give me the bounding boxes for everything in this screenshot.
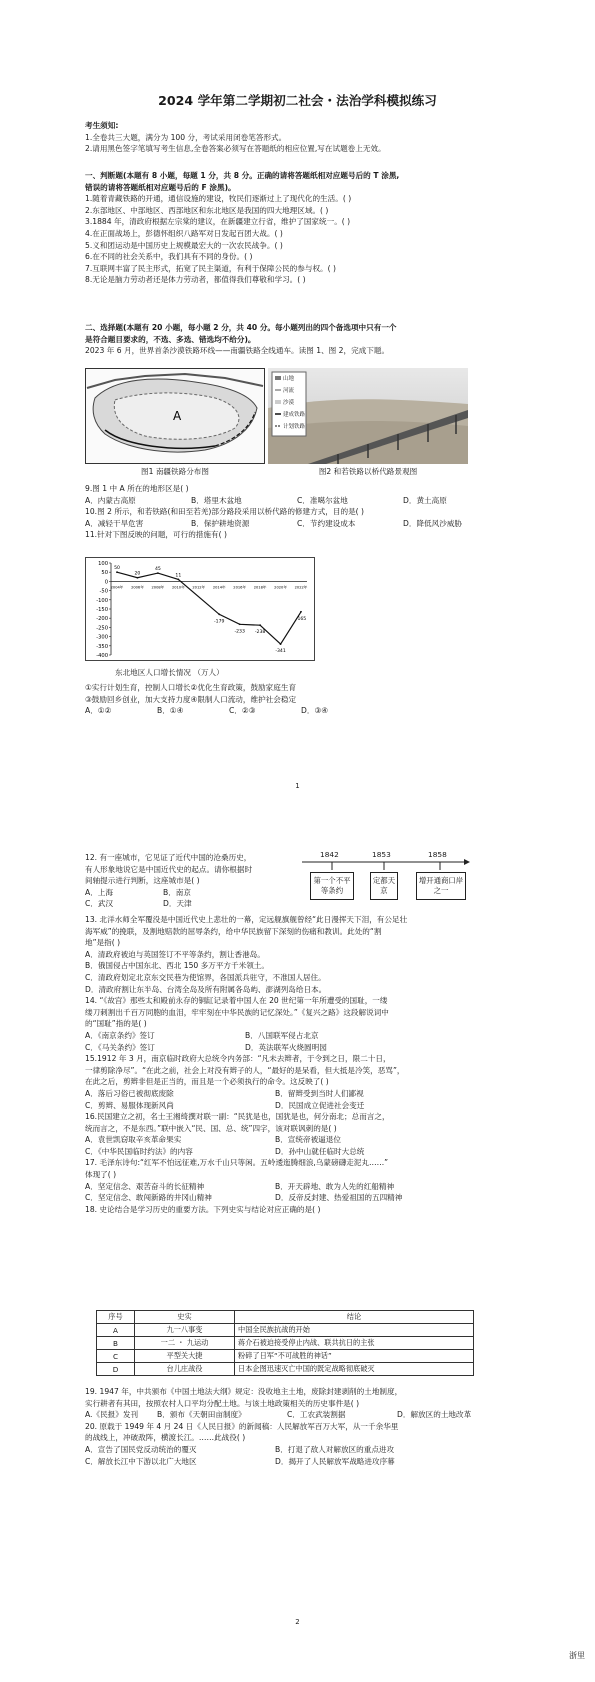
q19-options bbox=[85, 1409, 510, 1421]
q20-line: 20. 原载于 1949 年 4 月 24 日《人民日报》的新闻稿：人民解放军百万大军，从一千余华里 bbox=[85, 1421, 399, 1431]
table-cell: 一二 ・ 九运动 bbox=[135, 1337, 235, 1350]
q16-options bbox=[85, 1134, 510, 1146]
x-tick-label: 2020年 bbox=[274, 585, 287, 590]
x-tick-label: 2004年 bbox=[110, 585, 124, 590]
option: A．袁世凯窃取辛亥革命果实 bbox=[85, 1135, 182, 1145]
data-label: 20 bbox=[134, 571, 141, 577]
option: A．《南京条约》签订 bbox=[85, 1030, 155, 1040]
q17-options bbox=[85, 1181, 510, 1193]
corner-watermark: 浙里 bbox=[569, 1651, 585, 1660]
judgement-item: 6.在不同的社会关系中，我们具有不同的身份。( ) bbox=[85, 252, 253, 262]
timeline bbox=[300, 848, 470, 912]
data-point bbox=[116, 571, 118, 573]
option: B．南京 bbox=[163, 887, 191, 897]
q15-line: 在此之后，剪辫非但是正当的，而且是一个必须执行的命令。这反映了( ) bbox=[85, 1077, 329, 1087]
y-tick-label: 100 bbox=[98, 561, 108, 567]
option: D．天津 bbox=[163, 899, 192, 909]
q14-options bbox=[85, 1042, 510, 1054]
q15-options bbox=[85, 1100, 510, 1112]
q16-options bbox=[85, 1146, 510, 1158]
table-row bbox=[97, 1324, 474, 1337]
section-heading: 二、选择题(本题有 20 小题，每小题 2 分，共 40 分。每小题列出的四个备选项中只有一个 bbox=[85, 323, 397, 332]
data-label: -179 bbox=[214, 619, 225, 625]
q20-options bbox=[85, 1444, 510, 1456]
table-cell: 台儿庄战役 bbox=[135, 1363, 235, 1376]
option: C．解放长江中下游以北广大地区 bbox=[85, 1456, 197, 1466]
option: D．降低风沙威胁 bbox=[403, 518, 463, 528]
year-1842: 1842 bbox=[320, 850, 339, 859]
q11-choices-1: ①实行计划生育，控制人口增长②优化生育政策，鼓励家庭生育 bbox=[85, 683, 297, 692]
figure-1-caption: 图1 南疆铁路分布图 bbox=[141, 467, 209, 476]
option: B．①④ bbox=[157, 706, 184, 716]
data-point bbox=[218, 613, 220, 615]
option: B．颁布《天朝田亩制度》 bbox=[157, 1410, 246, 1420]
y-tick-label: -400 bbox=[96, 653, 108, 659]
option: D．解放区的土地改革 bbox=[397, 1410, 472, 1420]
questions-9-11 bbox=[85, 483, 510, 541]
x-tick-label: 2010年 bbox=[171, 585, 185, 590]
q16-line: 16.民国建立之初，名士王湘绮撰对联一副：“民犹是也，国犹是也，何分南北；总而言之， bbox=[85, 1112, 390, 1122]
option: D．孙中山就任临时大总统 bbox=[275, 1146, 365, 1156]
judgement-item: 4.在正面战场上，彭德怀组织八路军对日发起百团大战。( ) bbox=[85, 228, 283, 238]
option: C．节约建设成本 bbox=[297, 518, 356, 528]
q17-line: 17. 毛泽东诗句:“红军不怕远征难,万水千山只等闲。五岭逶迤腾细浪,乌蒙磅礴走泥丸……” bbox=[85, 1158, 389, 1168]
table-cell: 平型关大捷 bbox=[135, 1350, 235, 1363]
timeline-box-port: 增开通商口岸之一 bbox=[416, 872, 466, 900]
option: B．塔里木盆地 bbox=[191, 495, 242, 505]
q12-line: 12. 有一座城市，它见证了近代中国的沧桑历史， bbox=[85, 853, 252, 862]
q15-line: 一律剪除净尽”。“在此之前，社会上对没有辫子的人，“最好的是呆看，但大抵是冷笑，恶骂”， bbox=[85, 1065, 405, 1075]
data-label: 11 bbox=[175, 573, 182, 579]
data-point bbox=[280, 643, 282, 645]
figure-2-caption: 图2 和若铁路以桥代路景观图 bbox=[318, 467, 418, 476]
data-label: -165 bbox=[295, 616, 307, 622]
option: B．留辫受到当时人们鄙视 bbox=[275, 1088, 364, 1098]
question-11: 11.针对下图反映的问题，可行的措施有( ) bbox=[85, 530, 227, 540]
q12-options bbox=[85, 898, 305, 910]
data-label: 50 bbox=[114, 566, 120, 572]
question-intro: 2023 年 6 月，世界首条沙漠铁路环线——南疆铁路全线通车。读图 1、图 2，完成下题。 bbox=[85, 346, 390, 356]
table-cell: C bbox=[97, 1350, 135, 1363]
region-a-label: A bbox=[173, 409, 182, 423]
table-row bbox=[97, 1350, 474, 1363]
option: C．准噶尔盆地 bbox=[297, 495, 348, 505]
judgement-item: 7.互联网丰富了民主形式，拓宽了民主渠道，有利于保障公民的参与权。( ) bbox=[85, 263, 336, 273]
population-chart-svg bbox=[85, 557, 315, 661]
q15-line: 15.1912 年 3 月，南京临时政府大总统令内务部：“凡未去辫者，于令到之日，限二十日， bbox=[85, 1054, 391, 1064]
y-tick-label: -100 bbox=[96, 597, 108, 604]
timeline-box-treaty: 第一个不平等条约 bbox=[310, 872, 354, 900]
y-tick-label: -300 bbox=[96, 634, 108, 641]
q14-line: 14. “《故宫》那些太和殿前永存的铜缸记录着中国人在 20 世纪第一年所遭受的国耻，一缕 bbox=[85, 996, 388, 1006]
option: C．《马关条约》签订 bbox=[85, 1042, 155, 1052]
q12-line: 有人形象地说它是中国近代史的起点。请你根据时 bbox=[85, 864, 253, 874]
section-heading: 是符合题目要求的，不选、多选、错选均不给分)。 bbox=[85, 334, 256, 344]
table-row bbox=[97, 1363, 474, 1376]
exam-notice bbox=[85, 120, 510, 155]
x-tick-label: 2016年 bbox=[233, 585, 247, 590]
option: D．清政府割让东半岛、台湾全岛及所有附属各岛屿、澎湖列岛给日本。 bbox=[85, 984, 327, 994]
page-number: 1 bbox=[295, 782, 300, 790]
option: A．落后习俗已被彻底废除 bbox=[85, 1088, 174, 1098]
q18-line: 18. 史论结合是学习历史的重要方法。下列史实与结论对应正确的是( ) bbox=[85, 1204, 321, 1214]
table-header: 结论 bbox=[235, 1311, 474, 1324]
table-header-row bbox=[97, 1311, 474, 1324]
x-tick-label: 2008年 bbox=[151, 585, 165, 590]
data-point bbox=[157, 572, 159, 574]
q14-line: 缕刀刺割出千百万同胞的血泪，牢牢刻在中华民族的记忆深处。”《复兴之路》这段解说词中 bbox=[85, 1007, 389, 1017]
option: B．开天辟地、敢为人先的红船精神 bbox=[275, 1181, 395, 1191]
y-tick-label: -150 bbox=[96, 607, 108, 613]
table-cell: 蒋介石被迫接受停止内战、联共抗日的主张 bbox=[235, 1337, 474, 1350]
option: A．上海 bbox=[85, 887, 113, 897]
option: C．《中华民国临时约法》的内容 bbox=[85, 1146, 193, 1156]
option: A．清政府被迫与英国签订不平等条约，割让香港岛。 bbox=[85, 949, 265, 959]
question-12 bbox=[85, 852, 305, 910]
questions-19-20 bbox=[85, 1386, 510, 1467]
question-10: 10.图 2 所示，和若铁路(和田至若羌)部分路段采用以桥代路的修建方式，目的是( ) bbox=[85, 507, 364, 517]
q16-line: 统而言之，不是东西。”联中嵌入“民、国、总、统”四字，该对联讽刺的是( ) bbox=[85, 1123, 337, 1133]
option: A．内蒙古高原 bbox=[85, 495, 136, 505]
table-cell: 中国全民族抗战的开始 bbox=[235, 1324, 474, 1337]
option: A．①② bbox=[85, 706, 112, 716]
x-tick-label: 2014年 bbox=[212, 585, 226, 590]
table-cell: A bbox=[97, 1324, 135, 1337]
question-11-options bbox=[85, 682, 510, 717]
table-cell: 日本企图迅速灭亡中国的既定战略彻底破灭 bbox=[235, 1363, 474, 1376]
data-point bbox=[177, 578, 179, 580]
page-2 bbox=[0, 850, 595, 1682]
option: C．工农武装割据 bbox=[287, 1410, 346, 1420]
legend-river: 河流 bbox=[283, 388, 295, 394]
notice-line: 1.全卷共三大题，满分为 100 分，考试采用闭卷笔答形式。 bbox=[85, 132, 287, 142]
q14-line: 的“国耻”指的是( ) bbox=[85, 1019, 147, 1029]
y-tick-label: -200 bbox=[96, 616, 108, 623]
question-10-options bbox=[85, 518, 510, 530]
option: B．宣统帝被逼退位 bbox=[275, 1135, 341, 1145]
option: D．民国成立促进社会变迁 bbox=[275, 1100, 365, 1110]
x-tick-label: 2012年 bbox=[192, 585, 206, 590]
q19-line: 19. 1947 年，中共颁布《中国土地法大纲》规定：没收地主土地，废除封建剥削的土地制度， bbox=[85, 1387, 403, 1396]
legend-desert: 沙漠 bbox=[283, 400, 295, 406]
judgement-item: 2.东部地区、中部地区、西部地区和东北地区是我国的四大地理区域。( ) bbox=[85, 205, 329, 215]
option: A.《民报》发刊 bbox=[85, 1410, 139, 1420]
q14-options bbox=[85, 1030, 510, 1042]
option: C．武汉 bbox=[85, 899, 114, 909]
chart-caption: 东北地区人口增长情况 （万人） bbox=[115, 668, 224, 677]
y-tick-label: 0 bbox=[104, 579, 108, 586]
data-label: -341 bbox=[275, 649, 286, 655]
question-9: 9.图 1 中 A 所在的地形区是( ) bbox=[85, 484, 189, 493]
q18-table bbox=[96, 1310, 474, 1376]
table-header: 史实 bbox=[135, 1311, 235, 1324]
judgement-item: 3.1884 年，清政府根据左宗棠的建议，在新疆建立行省，维护了国家统一。( ) bbox=[85, 217, 351, 227]
south-xinjiang-railway-map bbox=[85, 368, 265, 464]
q11-options bbox=[85, 705, 510, 717]
y-tick-label: 50 bbox=[101, 570, 108, 577]
legend-built-railway: 建成铁路 bbox=[283, 412, 306, 418]
q15-options bbox=[85, 1088, 510, 1100]
x-tick-label: 2018年 bbox=[253, 585, 267, 590]
judgement-item: 1.随着青藏铁路的开通，通信设施的建设，牧民们逐渐过上了现代化的生活。( ) bbox=[85, 194, 352, 204]
table-row bbox=[97, 1337, 474, 1350]
option: C．清政府划定北京东交民巷为使馆界，各国派兵驻守，不准国人居住。 bbox=[85, 972, 326, 982]
option: C．②③ bbox=[229, 706, 256, 716]
data-label: -238 bbox=[254, 630, 266, 636]
data-label: -233 bbox=[234, 629, 245, 635]
option: B．八国联军侵占北京 bbox=[245, 1030, 319, 1040]
bridge-railway-photo bbox=[268, 368, 468, 464]
year-1853: 1853 bbox=[372, 850, 391, 859]
x-tick-label: 2006年 bbox=[131, 585, 144, 590]
option: D．反帝反封建、热爱祖国的五四精神 bbox=[275, 1193, 403, 1203]
judgement-item: 8.无论是脑力劳动者还是体力劳动者，都值得我们尊敬和学习。( ) bbox=[85, 275, 306, 285]
population-growth-chart bbox=[85, 557, 315, 672]
q17-options bbox=[85, 1192, 510, 1204]
option: A．宣告了国民党反动统治的覆灭 bbox=[85, 1444, 197, 1454]
page-1 bbox=[0, 0, 595, 820]
y-tick-label: -350 bbox=[96, 643, 108, 650]
q13-line: 海军威”的挽联，及割地赔款的屈辱条约，给中华民族留下深刻的伤痛和教训。此处的“割 bbox=[85, 926, 382, 936]
table-cell: 粉碎了日军“不可战胜的神话” bbox=[235, 1350, 474, 1363]
page-number: 2 bbox=[295, 1618, 300, 1626]
option: D．揭开了人民解放军战略进攻序幕 bbox=[275, 1456, 395, 1466]
q11-choices-2: ③鼓励回乡创业，加大支持力度④限制人口流动，维护社会稳定 bbox=[85, 694, 297, 704]
timeline-box-capital: 定都天京 bbox=[370, 872, 398, 900]
q12-options bbox=[85, 887, 305, 899]
option: A．减轻干旱危害 bbox=[85, 518, 144, 528]
question-9-options bbox=[85, 495, 510, 507]
option: D．英法联军火烧圆明园 bbox=[245, 1042, 327, 1052]
questions-13-17 bbox=[85, 914, 510, 1215]
data-label: 45 bbox=[154, 567, 161, 573]
chart-caption-wrap bbox=[115, 667, 540, 679]
section-judgement bbox=[85, 170, 510, 286]
q20-options bbox=[85, 1456, 510, 1468]
option: B．俄国侵占中国东北、西北 150 多万平方千米领土。 bbox=[85, 961, 269, 971]
option: B．打退了敌人对解放区的重点进攻 bbox=[275, 1444, 395, 1454]
q13-line: 13. 北洋水师全军覆没是中国近代史上悲壮的一幕，定远舰旗舰曾经“此日漫挥天下泪，有公足壮 bbox=[85, 915, 408, 924]
x-tick-label: 2022年 bbox=[294, 585, 308, 590]
q13-line: 地”是指( ) bbox=[85, 938, 121, 948]
figure-2-photo bbox=[268, 368, 468, 478]
judgement-item: 5.义和团运动是中国历史上规模最宏大的一次农民战争。( ) bbox=[85, 240, 283, 250]
q20-line: 的战线上，冲破敌阵，横渡长江。……此战役( ) bbox=[85, 1433, 246, 1443]
figure-1-map bbox=[85, 368, 265, 478]
option: D．③④ bbox=[301, 706, 329, 716]
q19-line: 实行耕者有其田，按照农村人口平均分配土地。与该土地政策相关的历史事件是( ) bbox=[85, 1398, 360, 1408]
notice-heading: 考生须知: bbox=[85, 121, 119, 130]
data-point bbox=[137, 577, 139, 579]
option: D．黄土高原 bbox=[403, 495, 447, 505]
table-cell: D bbox=[97, 1363, 135, 1376]
option: C．剪辫、易服体现新风尚 bbox=[85, 1100, 174, 1110]
option: B．保护耕地资源 bbox=[191, 518, 250, 528]
data-point bbox=[300, 611, 302, 613]
data-point bbox=[259, 624, 261, 626]
table-cell: 九一八事变 bbox=[135, 1324, 235, 1337]
data-point bbox=[239, 623, 241, 625]
section-heading: 一、判断题(本题有 8 小题，每题 1 分，共 8 分。正确的请将答题纸相对应题号后的 T 涂黑, bbox=[85, 171, 400, 180]
legend-planned-railway: 计划铁路 bbox=[283, 424, 306, 430]
option: C．坚定信念、敢闯新路的井冈山精神 bbox=[85, 1193, 212, 1203]
y-tick-label: -50 bbox=[99, 588, 108, 595]
table-header: 序号 bbox=[97, 1311, 135, 1324]
q17-line: 体现了( ) bbox=[85, 1170, 117, 1180]
notice-line: 2.请用黑色签字笔填写考生信息,全卷答案必须写在答题纸的相应位置,写在试题卷上无效。 bbox=[85, 144, 386, 154]
q12-line: 间轴提示进行判断，这座城市是( ) bbox=[85, 876, 200, 886]
table-cell: B bbox=[97, 1337, 135, 1350]
option: A．坚定信念、艰苦奋斗的长征精神 bbox=[85, 1181, 205, 1191]
section-choice bbox=[85, 322, 510, 357]
page-title: 2024 学年第二学期初二社会・法治学科模拟练习 bbox=[158, 93, 437, 108]
year-1858: 1858 bbox=[428, 850, 447, 859]
y-tick-label: -250 bbox=[96, 625, 108, 632]
legend-mountain: 山地 bbox=[283, 376, 295, 382]
section-heading: 错误的请将答题纸相对应题号后的 F 涂黑)。 bbox=[85, 182, 236, 192]
